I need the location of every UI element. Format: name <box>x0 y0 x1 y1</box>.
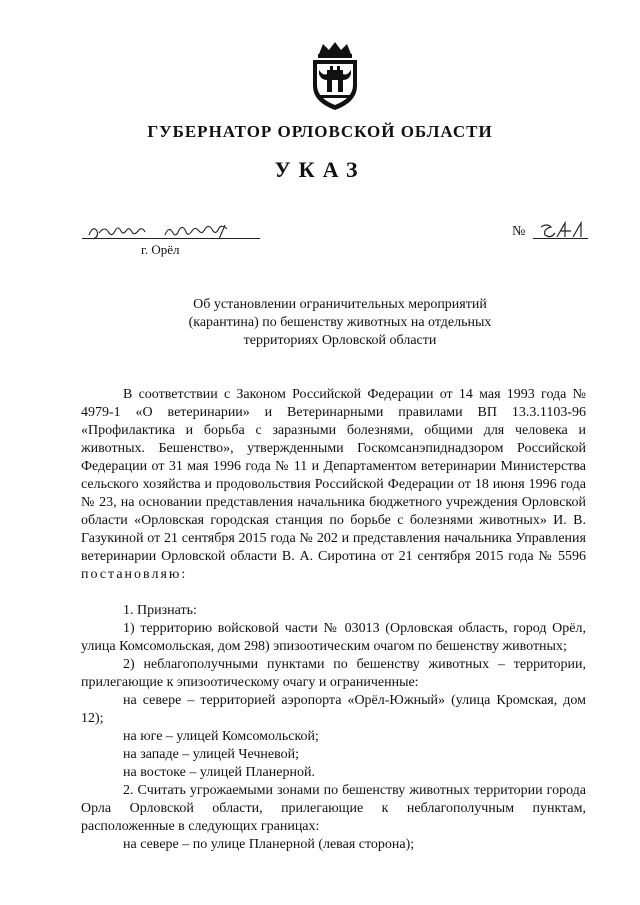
decree-item: 2) неблагополучными пунктами по бешенству животных – территории, прилегающие к эпизоотическому очагу и ограниченные: <box>81 657 586 690</box>
coat-of-arms-icon <box>305 40 365 112</box>
subject-line: Об установлении ограничительных мероприятий <box>193 297 487 312</box>
decree-item: 1) территорию войсковой части № 03013 (Орловская область, город Орёл, улица Комсомольская, дом 298) эпизоотическим очагом по бешенству животных; <box>81 621 586 654</box>
decree-item: на севере – по улице Планерной (левая сторона); <box>123 837 415 852</box>
decree-word: постановляю: <box>81 567 188 582</box>
number-underline <box>533 238 588 239</box>
issuer-title: ГУБЕРНАТОР ОРЛОВСКОЙ ОБЛАСТИ <box>147 122 493 141</box>
date-underline <box>82 238 260 239</box>
decree-item: на западе – улицей Чечневой; <box>123 747 299 762</box>
decree-body <box>81 386 586 854</box>
subject-line: территориях Орловской области <box>243 333 437 348</box>
decree-item: на юге – улицей Комсомольской; <box>123 729 319 744</box>
decree-item: 1. Признать: <box>123 603 197 618</box>
preamble-paragraph <box>81 386 586 584</box>
subject-line: (карантина) по бешенству животных на отдельных <box>188 315 492 330</box>
number-label: № <box>512 224 526 239</box>
decree-item: на севере – территорией аэропорта «Орёл-Южный» (улица Кромская, дом 12); <box>81 693 586 726</box>
document-type: УКАЗ <box>274 157 366 182</box>
preamble-text: В соответствии с Законом Российской Федерации от 14 мая 1993 года № 4979-1 «О ветеринарии» и Ветеринарными правилами ВП 13.3.1103-96 «Профилактика и борьба с заразными болезнями, общими для человека и животных. Бешенство», утвержденными Госкомсанэпиднадзором Российской Федерации от 31 мая 1996 года № 11 и Департаментом ветеринарии Министерства сельского хозяйства и продовольствия Российской Федерации от 18 июня 1996 года № 23, на основании представления начальника бюджетного учреждения Орловской области «Орловская городская станция по борьбе с болезнями животных» И. В. Газукиной от 21 сентября 2015 года № 202 и представления начальника Управления ветеринарии Орловской области В. А. Сиротина от 21 сентября 2015 года № 5596 <box>81 387 586 564</box>
decree-item: 2. Считать угрожаемыми зонами по бешенству животных территории города Орла Орловской области, прилегающие к неблагополучным пунктам, расположенные в следующих границах: <box>81 783 586 834</box>
spacer <box>81 584 586 602</box>
decree-item: на востоке – улицей Планерной. <box>123 765 315 780</box>
city-label: г. Орёл <box>141 242 180 257</box>
decree-subject <box>140 296 540 350</box>
handwritten-date <box>85 219 255 243</box>
